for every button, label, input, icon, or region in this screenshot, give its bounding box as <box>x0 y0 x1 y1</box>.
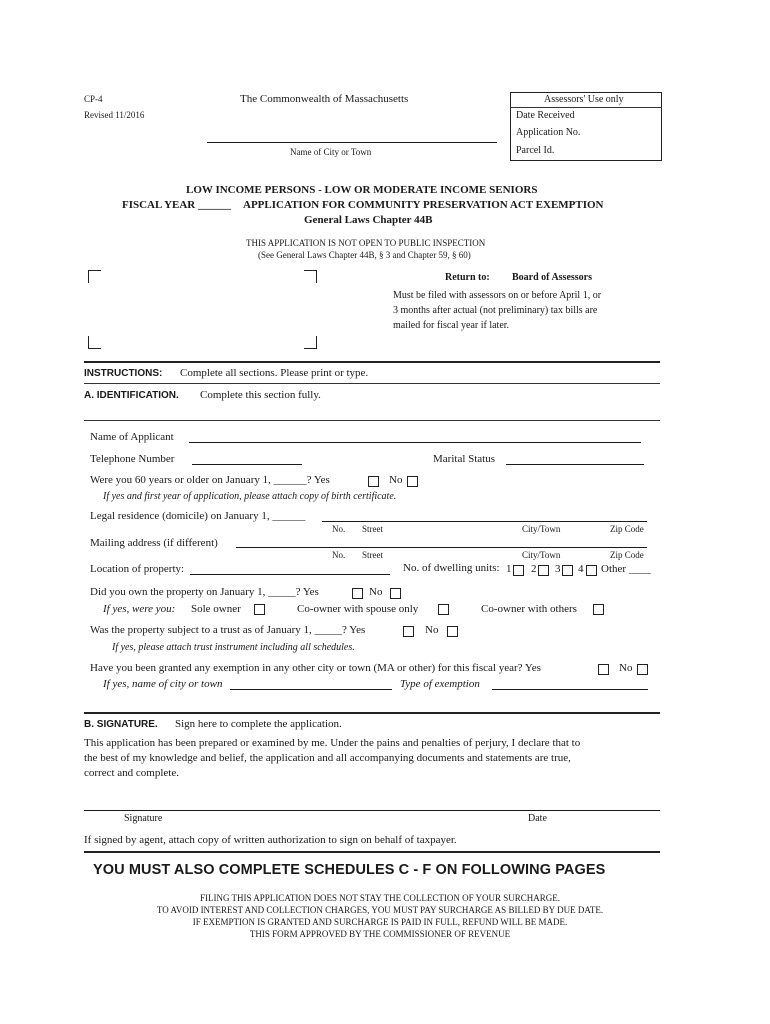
trust-no-checkbox[interactable] <box>447 626 458 637</box>
coowner-others-checkbox[interactable] <box>593 604 604 615</box>
unit-4-label: 4 <box>578 563 584 575</box>
mailing-address-label: Mailing address (if different) <box>90 537 218 549</box>
title-line-2: APPLICATION FOR COMMUNITY PRESERVATION ACT EXEMPTION <box>243 199 604 211</box>
unit-1-label: 1 <box>506 563 512 575</box>
telephone-field[interactable] <box>192 464 302 465</box>
unit-3-label: 3 <box>555 563 561 575</box>
inspection-notice: THIS APPLICATION IS NOT OPEN TO PUBLIC INSPECTION <box>246 238 486 248</box>
filing-deadline-3: mailed for fiscal year if later. <box>393 320 510 331</box>
address-corner-bl <box>88 336 101 349</box>
address-corner-tl <box>88 270 101 283</box>
dwelling-units-label: No. of dwelling units: <box>403 562 500 574</box>
col-zip-2: Zip Code <box>610 550 644 560</box>
form-id: CP-4 <box>84 94 103 104</box>
col-street: Street <box>362 524 383 534</box>
application-no-label: Application No. <box>516 127 581 138</box>
unit-3-checkbox[interactable] <box>562 565 573 576</box>
revised-date: Revised 11/2016 <box>84 110 145 120</box>
trust-yes-checkbox[interactable] <box>403 626 414 637</box>
section-b-label: B. SIGNATURE. <box>84 719 158 730</box>
exempt-no-label: No <box>619 662 633 674</box>
unit-4-checkbox[interactable] <box>586 565 597 576</box>
title-line-3: General Laws Chapter 44B <box>304 214 433 226</box>
footer-line-2: TO AVOID INTEREST AND COLLECTION CHARGES, YOU MUST PAY SURCHARGE AS BILLED BY DUE DATE. <box>156 905 604 915</box>
col-no: No. <box>332 524 346 534</box>
telephone-label: Telephone Number <box>90 453 175 465</box>
exempt-city-field[interactable] <box>230 689 392 690</box>
date-label: Date <box>528 813 547 824</box>
exempt-type-field[interactable] <box>492 689 648 690</box>
trust-note: If yes, please attach trust instrument including all schedules. <box>112 642 355 653</box>
sole-owner-checkbox[interactable] <box>254 604 265 615</box>
age-no-checkbox[interactable] <box>407 476 418 487</box>
age-question: Were you 60 years or older on January 1, ______? Yes <box>90 474 330 486</box>
col-zip: Zip Code <box>610 524 644 534</box>
unit-2-checkbox[interactable] <box>538 565 549 576</box>
city-name-label: Name of City or Town <box>290 147 372 157</box>
footer-line-4: THIS FORM APPROVED BY THE COMMISSIONER OF REVENUE <box>249 929 511 939</box>
instructions-text: Complete all sections. Please print or type. <box>180 367 369 379</box>
exempt-no-checkbox[interactable] <box>637 664 648 675</box>
section-a-text: Complete this section fully. <box>200 389 321 401</box>
col-no-2: No. <box>332 550 346 560</box>
legal-residence-label: Legal residence (domicile) on January 1, ______ <box>90 510 306 522</box>
legal-residence-field[interactable] <box>322 521 647 522</box>
agent-note: If signed by agent, attach copy of written authorization to sign on behalf of taxpayer. <box>84 834 457 846</box>
own-no-checkbox[interactable] <box>390 588 401 599</box>
col-street-2: Street <box>362 550 383 560</box>
age-note: If yes and first year of application, please attach copy of birth certificate. <box>103 491 397 502</box>
unit-1-checkbox[interactable] <box>513 565 524 576</box>
property-location-field[interactable] <box>190 574 390 575</box>
other-exemption-question: Have you been granted any exemption in any other city or town (MA or other) for this fiscal year? Yes <box>90 662 541 674</box>
own-yes-checkbox[interactable] <box>352 588 363 599</box>
signature-label: Signature <box>124 813 163 824</box>
parcel-id-label: Parcel Id. <box>516 145 555 156</box>
sole-owner-label: Sole owner <box>191 603 241 615</box>
col-city: City/Town <box>522 524 561 534</box>
signature-line[interactable] <box>84 810 660 811</box>
exempt-yes-checkbox[interactable] <box>598 664 609 675</box>
trust-question: Was the property subject to a trust as of January 1, _____? Yes <box>90 624 366 636</box>
section-a-label: A. IDENTIFICATION. <box>84 390 179 401</box>
col-city-2: City/Town <box>522 550 561 560</box>
filing-deadline-1: Must be filed with assessors on or before April 1, or <box>393 290 602 301</box>
exempt-type-label: Type of exemption <box>400 678 480 690</box>
marital-status-field[interactable] <box>506 464 644 465</box>
applicant-name-field[interactable] <box>189 442 641 443</box>
declaration-line-1: This application has been prepared or examined by me. Under the pains and penalties of perjury, I declare that to <box>84 737 581 749</box>
property-location-label: Location of property: <box>90 563 185 575</box>
marital-status-label: Marital Status <box>433 453 496 465</box>
coowner-spouse-checkbox[interactable] <box>438 604 449 615</box>
coowner-others-label: Co-owner with others <box>481 603 577 615</box>
age-no-label: No <box>389 474 403 486</box>
filing-deadline-2: 3 months after actual (not preliminary) tax bills are <box>393 305 598 316</box>
address-corner-br <box>304 336 317 349</box>
declaration-line-3: correct and complete. <box>84 767 179 779</box>
inspection-notice-cite: (See General Laws Chapter 44B, § 3 and Chapter 59, § 60) <box>258 250 471 260</box>
return-to-label: Return to: <box>445 272 490 283</box>
date-received-label: Date Received <box>516 110 575 121</box>
declaration-line-2: the best of my knowledge and belief, the application and all accompanying documents and statements are true, <box>84 752 571 764</box>
title-line-1: LOW INCOME PERSONS - LOW OR MODERATE INCOME SENIORS <box>186 184 538 196</box>
section-b-text: Sign here to complete the application. <box>175 718 342 730</box>
trust-no-label: No <box>425 624 439 636</box>
return-to-board: Board of Assessors <box>512 272 593 283</box>
applicant-name-label: Name of Applicant <box>90 431 174 443</box>
footer-line-1: FILING THIS APPLICATION DOES NOT STAY THE COLLECTION OF YOUR SURCHARGE. <box>199 893 561 903</box>
assessors-use-title: Assessors' Use only <box>544 94 624 105</box>
city-name-line[interactable] <box>207 142 497 143</box>
age-yes-checkbox[interactable] <box>368 476 379 487</box>
schedules-notice: YOU MUST ALSO COMPLETE SCHEDULES C - F ON FOLLOWING PAGES <box>93 862 606 878</box>
mailing-address-field[interactable] <box>236 547 647 548</box>
commonwealth-title: The Commonwealth of Massachusetts <box>240 93 409 105</box>
unit-other[interactable]: Other ____ <box>601 563 651 575</box>
ownership-question: Did you own the property on January 1, _____? Yes <box>90 586 319 598</box>
address-corner-tr <box>304 270 317 283</box>
footer-line-3: IF EXEMPTION IS GRANTED AND SURCHARGE IS PAID IN FULL, REFUND WILL BE MADE. <box>192 917 568 927</box>
instructions-label: INSTRUCTIONS: <box>84 368 163 379</box>
own-no-label: No <box>369 586 383 598</box>
exempt-city-label: If yes, name of city or town <box>103 678 223 690</box>
coowner-spouse-label: Co-owner with spouse only <box>297 603 419 615</box>
if-yes-were-you: If yes, were you: <box>103 603 176 615</box>
fiscal-year-label: FISCAL YEAR ______ <box>122 199 231 211</box>
unit-2-label: 2 <box>531 563 537 575</box>
